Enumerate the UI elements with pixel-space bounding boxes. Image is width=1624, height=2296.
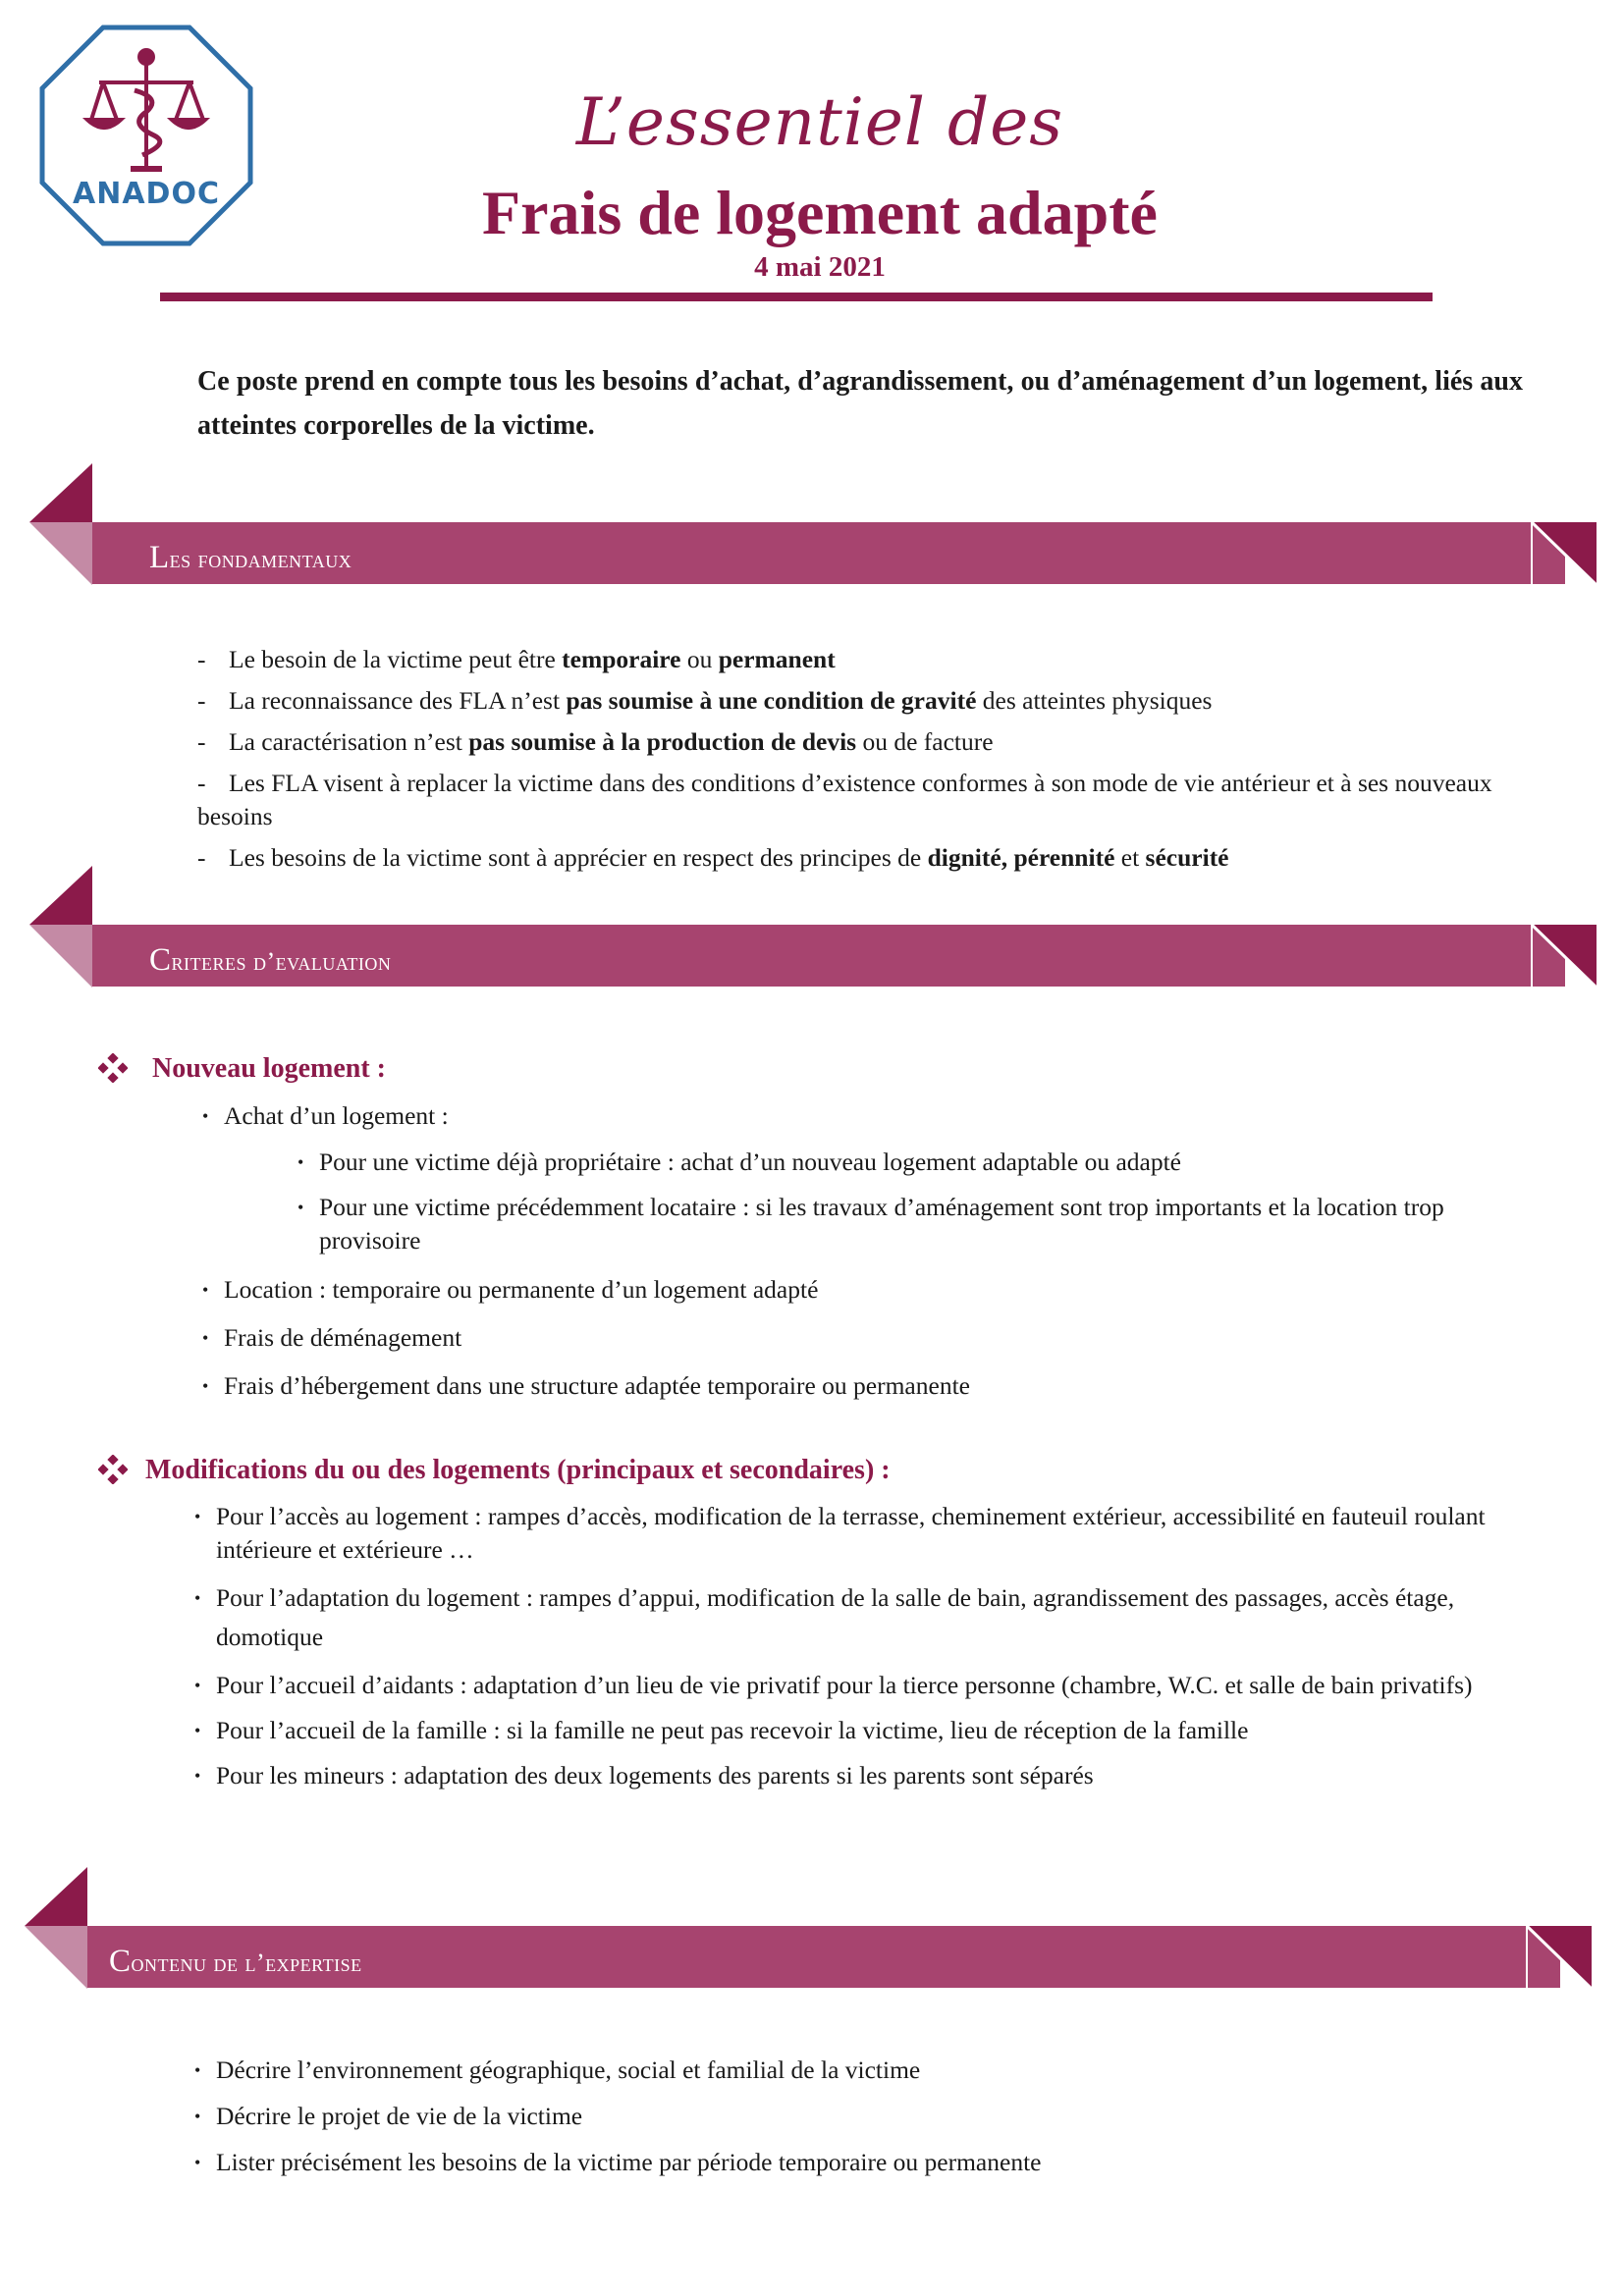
list-item: • Pour l’adaptation du logement : rampes d’appui, modification de la salle de bain, agrandissement des passages, accès étage, domotique	[194, 1583, 1455, 1651]
banner-title-rest: es fondamentaux	[169, 545, 352, 573]
page-date: 4 mai 2021	[754, 251, 886, 283]
list-item: - La caractérisation n’est pas soumise à la production de devis ou de facture	[197, 727, 994, 756]
section-banner-fondamentaux	[29, 463, 1600, 587]
banner-title-cap: C	[109, 1944, 132, 1979]
list-item: - La reconnaissance des FLA n’est pas soumise à une condition de gravité des atteintes physiques	[197, 686, 1213, 715]
diamond-bullet-icon	[98, 1455, 128, 1484]
list-item: • Pour une victime précédemment locataire : si les travaux d’aménagement sont trop importants et la location trop provisoire	[298, 1193, 1444, 1255]
list-item: • Achat d’un logement :	[202, 1101, 449, 1130]
list-item: - Les besoins de la victime sont à apprécier en respect des principes de dignité, pérennité et sécurité	[197, 843, 1229, 872]
list-item: • Décrire l’environnement géographique, social et familial de la victime	[194, 2056, 921, 2084]
banner-title-rest: ontenu de l’expertise	[131, 1949, 362, 1977]
banner-title-cap: C	[149, 942, 172, 978]
header-rule	[160, 293, 1433, 301]
list-item: • Pour les mineurs : adaptation des deux logements des parents si les parents sont séparés	[194, 1761, 1094, 1789]
nouveau-logement-list	[202, 1099, 1500, 1133]
banner-title-cap: L	[149, 540, 170, 575]
achat-sub-list	[298, 1146, 1527, 1257]
fondamentaux-list	[197, 643, 1533, 882]
logo-text: ANADOC	[73, 177, 220, 211]
intro-paragraph: Ce poste prend en compte tous les besoins d’achat, d’agrandissement, ou d’aménagement d’un logement, liés aux atteintes corporelles de la victime.	[197, 366, 1523, 441]
list-item: • Lister précisément les besoins de la victime par période temporaire ou permanente	[194, 2148, 1042, 2176]
expertise-list	[194, 2054, 1522, 2179]
list-item: • Pour l’accès au logement : rampes d’accès, modification de la terrasse, cheminement extérieur, accessibilité en fauteuil roulant intérieure et extérieure …	[194, 1502, 1486, 1564]
subheading-nouveau-logement: Nouveau logement :	[152, 1053, 386, 1084]
list-item: • Pour l’accueil de la famille : si la famille ne peut pas recevoir la victime, lieu de réception de la famille	[194, 1716, 1249, 1744]
list-item: • Pour une victime déjà propriétaire : achat d’un nouveau logement adaptable ou adapté	[298, 1148, 1181, 1176]
list-item: - Le besoin de la victime peut être temporaire ou permanent	[197, 645, 836, 673]
section-banner-criteres	[29, 866, 1600, 989]
page-title: Frais de logement adapté	[482, 178, 1158, 247]
list-item: • Frais de déménagement	[202, 1323, 462, 1352]
modifications-list	[194, 1500, 1522, 1792]
list-item: • Pour l’accueil d’aidants : adaptation d’un lieu de vie privatif pour la tierce personne (chambre, W.C. et salle de bain privatifs)	[194, 1671, 1473, 1699]
list-item: • Frais d’hébergement dans une structure adaptée temporaire ou permanente	[202, 1371, 970, 1400]
diamond-bullet-icon	[98, 1053, 128, 1083]
subheading-modifications: Modifications du ou des logements (principaux et secondaires) :	[145, 1455, 891, 1485]
title-script: L’essentiel des	[575, 84, 1064, 160]
nouveau-logement-list-2	[202, 1273, 1500, 1403]
list-item: • Location : temporaire ou permanente d’un logement adapté	[202, 1275, 819, 1304]
list-item: - Les FLA visent à replacer la victime dans des conditions d’existence conformes à son mode de vie antérieur et à ses nouveaux besoins	[197, 769, 1492, 830]
banner-title-rest: riteres d’evaluation	[171, 947, 392, 976]
list-item: • Décrire le projet de vie de la victime	[194, 2102, 583, 2130]
section-banner-expertise	[25, 1867, 1596, 1991]
